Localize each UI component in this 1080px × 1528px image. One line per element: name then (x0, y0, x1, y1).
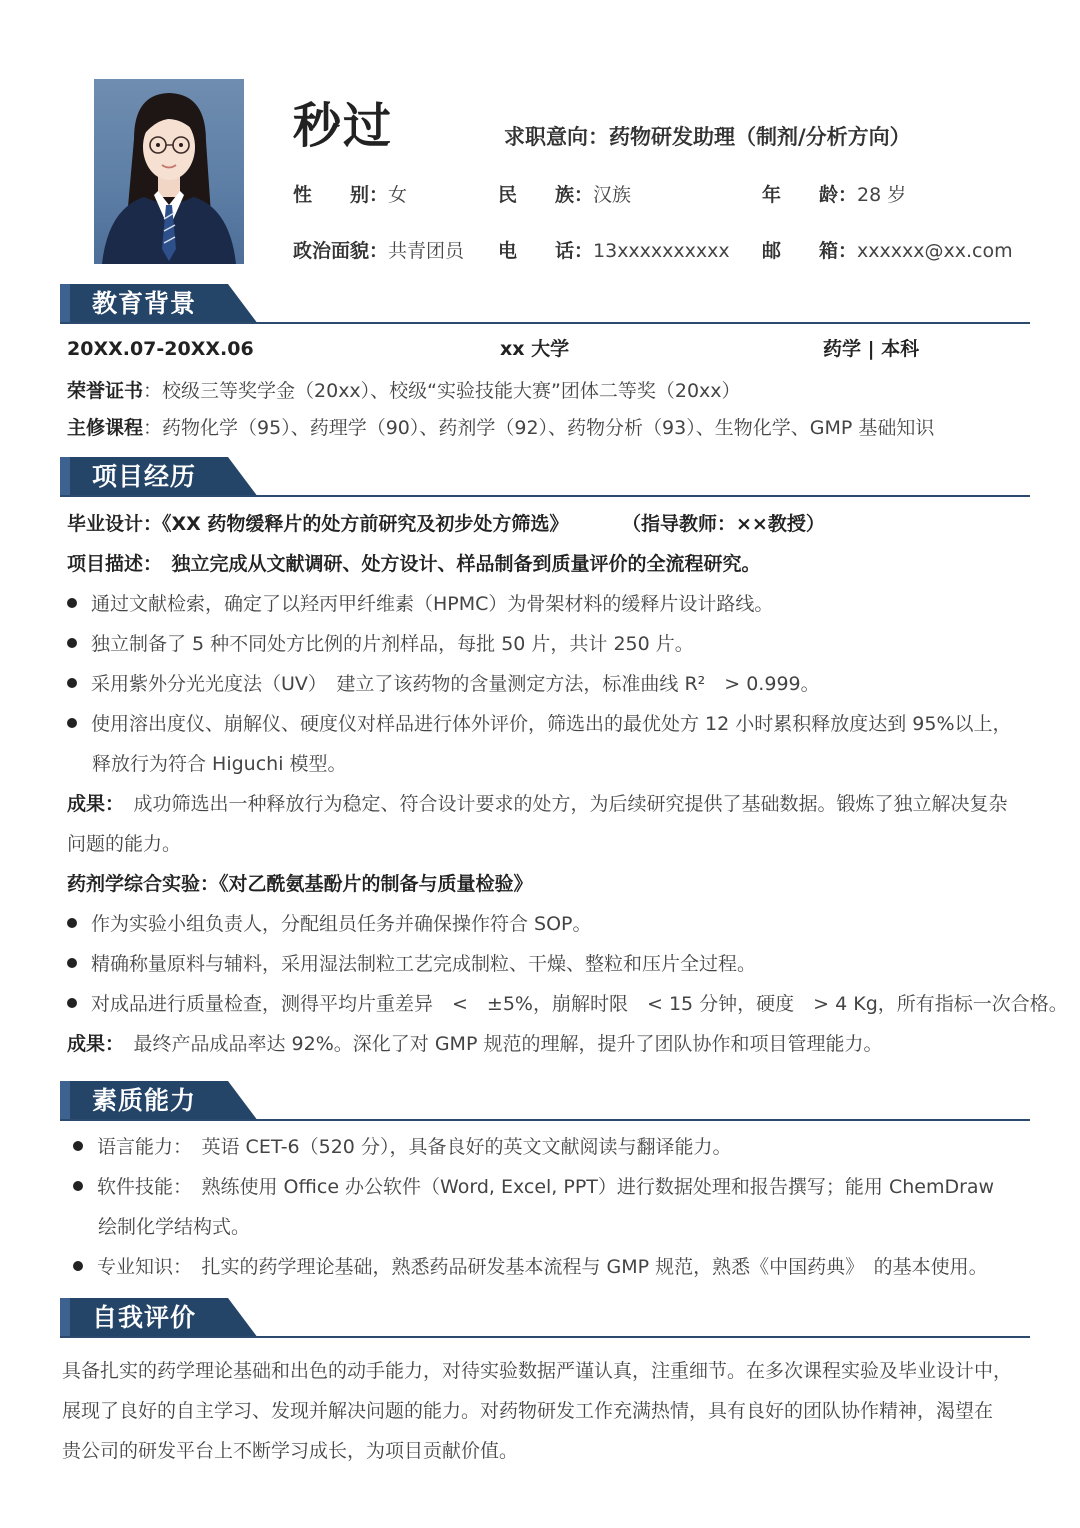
info-value: 女 (388, 184, 408, 206)
info-age (762, 181, 906, 209)
info-value: 共青团员 (388, 240, 465, 262)
bullet-icon (67, 598, 77, 608)
info-phone (498, 237, 730, 265)
list-item: 专业知识： 扎实的药学理论基础，熟悉药品研发基本流程与 GMP 规范，熟悉《中国药典》 的基本使用。 (73, 1253, 988, 1281)
section-header-projects (60, 457, 1030, 499)
info-value: 28 岁 (857, 184, 907, 206)
self-eval-line: 贵公司的研发平台上不断学习成长，为项目贡献价值。 (62, 1440, 519, 1462)
section-title: 自我评价 (92, 1303, 197, 1332)
section-title: 素质能力 (92, 1086, 197, 1115)
education-courses: 主修课程：药物化学（95）、药理学（90）、药剂学（92）、药物分析（93）、生物化学、GMP 基础知识 (67, 417, 935, 439)
section-header-self-eval (60, 1298, 1030, 1340)
job-intent: 求职意向：药物研发助理（制剂/分析方向） (504, 125, 911, 149)
list-item: 对成品进行质量检查，测得平均片重差异 < ±5%，崩解时限 < 15 分钟，硬度 > 4 Kg，所有指标一次合格。 (67, 990, 1068, 1018)
list-item: 软件技能： 熟练使用 Office 办公软件（Word, Excel, PPT）进行数据处理和报告撰写；能用 ChemDraw (73, 1173, 994, 1201)
bullet-icon (67, 638, 77, 648)
info-value: 13xxxxxxxxxx (593, 240, 730, 262)
bullet-icon (67, 918, 77, 928)
list-item-continuation: 释放行为符合 Higuchi 模型。 (92, 753, 347, 775)
section-divider (60, 322, 1030, 324)
education-major: 药学 | 本科 (823, 338, 920, 360)
info-label: 邮 箱： (762, 240, 858, 262)
bullet-icon (73, 1141, 83, 1151)
info-email (762, 237, 1013, 265)
info-label: 性 别： (293, 184, 389, 206)
list-item: 使用溶出度仪、崩解仪、硬度仪对样品进行体外评价，筛选出的最优处方 12 小时累积释放度达到 95%以上， (67, 710, 1012, 738)
project2-heading: 药剂学综合实验：《对乙酰氨基酚片的制备与质量检验》 (67, 873, 533, 895)
bullet-icon (73, 1181, 83, 1191)
candidate-name: 秒过 (293, 98, 394, 154)
list-item: 独立制备了 5 种不同处方比例的片剂样品，每批 50 片，共计 250 片。 (67, 630, 694, 658)
education-period: 20XX.07-20XX.06 (67, 338, 254, 360)
info-value: xxxxxx@xx.com (857, 240, 1013, 262)
info-ethnicity (498, 181, 631, 209)
education-school: xx 大学 (500, 338, 570, 360)
profile-photo (94, 79, 244, 264)
info-gender (293, 181, 407, 209)
list-item: 通过文献检索，确定了以羟丙甲纤维素（HPMC）为骨架材料的缓释片设计路线。 (67, 590, 773, 618)
info-political (293, 237, 464, 265)
section-divider (60, 1336, 1030, 1338)
project1-heading: 毕业设计：《XX 药物缓释片的处方前研究及初步处方筛选》 (67, 513, 569, 535)
section-divider (60, 1119, 1030, 1121)
info-label: 政治面貌： (293, 240, 389, 262)
bullet-icon (67, 718, 77, 728)
bullet-icon (67, 678, 77, 688)
project1-result-continuation: 问题的能力。 (67, 833, 182, 855)
self-eval-line: 具备扎实的药学理论基础和出色的动手能力，对待实验数据严谨认真，注重细节。在多次课程实验及毕业设计中， (62, 1360, 1013, 1382)
info-label: 年 龄： (762, 184, 858, 206)
project1-result: 成果： 成功筛选出一种释放行为稳定、符合设计要求的处方，为后续研究提供了基础数据。锻炼了独立解决复杂 (67, 793, 1008, 815)
section-title: 教育背景 (92, 289, 197, 318)
list-item: 语言能力： 英语 CET-6（520 分），具备良好的英文文献阅读与翻译能力。 (73, 1133, 731, 1161)
list-item: 作为实验小组负责人，分配组员任务并确保操作符合 SOP。 (67, 910, 592, 938)
bullet-icon (67, 998, 77, 1008)
list-item: 采用紫外分光光度法（UV） 建立了该药物的含量测定方法，标准曲线 R² > 0.999。 (67, 670, 820, 698)
project1-description: 项目描述： 独立完成从文献调研、处方设计、样品制备到质量评价的全流程研究。 (67, 553, 761, 575)
project2-result: 成果： 最终产品成品率达 92%。深化了对 GMP 规范的理解，提升了团队协作和项目管理能力。 (67, 1033, 883, 1055)
bullet-icon (73, 1261, 83, 1271)
section-title: 项目经历 (92, 462, 197, 491)
section-divider (60, 495, 1030, 497)
self-eval-line: 展现了良好的自主学习、发现并解决问题的能力。对药物研发工作充满热情，具有良好的团队协作精神，渴望在 (62, 1400, 994, 1422)
info-value: 汉族 (593, 184, 632, 206)
info-label: 民 族： (498, 184, 594, 206)
list-item: 精确称量原料与辅料，采用湿法制粒工艺完成制粒、干燥、整粒和压片全过程。 (67, 950, 756, 978)
info-label: 电 话： (498, 240, 594, 262)
bullet-icon (67, 958, 77, 968)
education-honors: 荣誉证书：校级三等奖学金（20xx）、校级“实验技能大赛”团体二等奖（20xx） (67, 380, 741, 402)
section-header-skills (60, 1081, 1030, 1123)
project1-advisor: （指导教师：××教授） (622, 513, 825, 535)
list-item-continuation: 绘制化学结构式。 (98, 1216, 251, 1238)
section-header-education (60, 284, 1030, 326)
